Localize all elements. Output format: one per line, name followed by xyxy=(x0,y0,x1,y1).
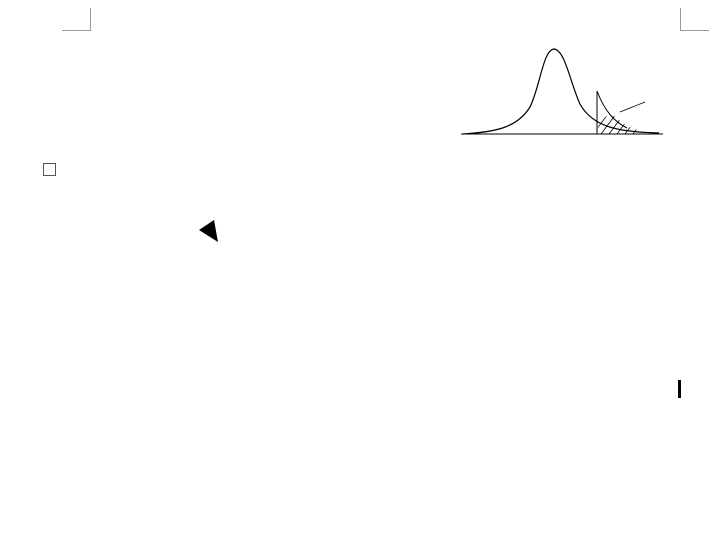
alpha-column-header xyxy=(443,170,523,206)
header-corner-cell xyxy=(60,170,123,206)
t-distribution-curve-figure xyxy=(455,42,680,162)
table-header-row xyxy=(60,170,678,206)
highlight-ellipse-value xyxy=(209,232,279,252)
page-corner-mark-right xyxy=(680,8,709,31)
highlight-circle-subscript xyxy=(103,118,151,140)
alpha-column-header xyxy=(283,170,363,206)
distribution-curve xyxy=(463,49,659,134)
stray-bar-mark xyxy=(678,380,681,398)
alpha-column-header xyxy=(203,170,283,206)
page-corner-mark-left xyxy=(62,8,91,31)
alpha-pointer xyxy=(620,102,645,112)
alpha-column-header xyxy=(363,170,443,206)
table-move-handle[interactable] xyxy=(43,163,56,176)
alpha-column-header xyxy=(603,170,678,206)
alpha-column-header xyxy=(123,170,203,206)
t-distribution-table xyxy=(60,170,678,206)
alpha-column-header xyxy=(523,170,603,206)
annotation-arrow-head xyxy=(199,220,218,242)
